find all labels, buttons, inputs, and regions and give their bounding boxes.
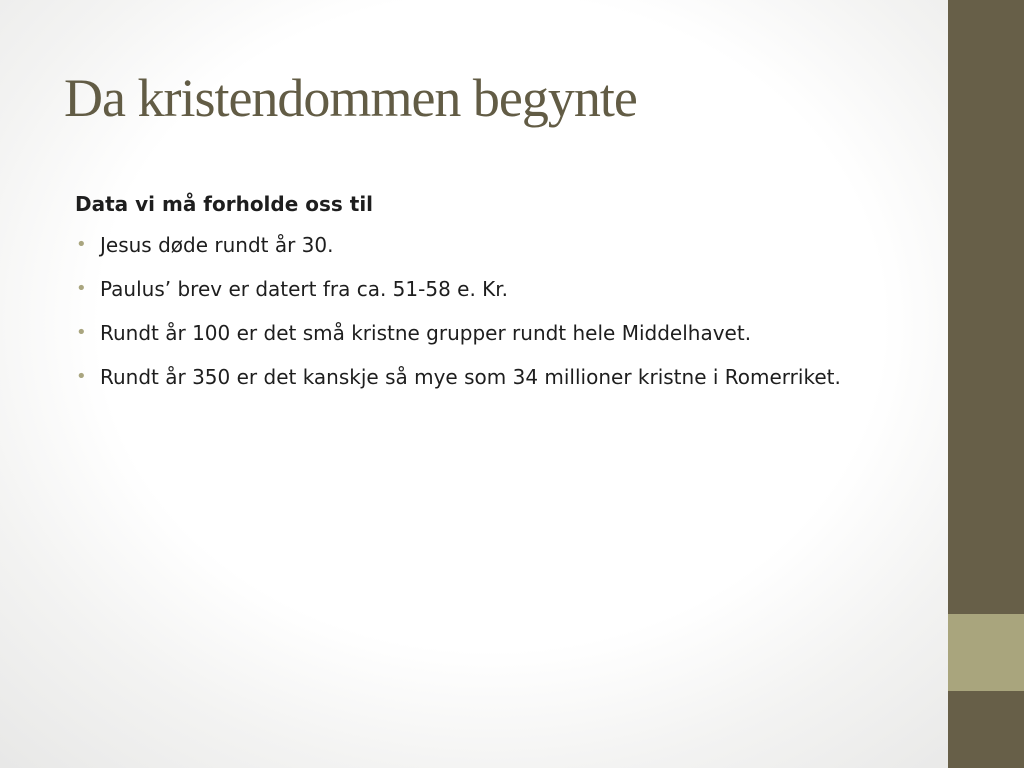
bullet-icon: • <box>76 322 87 343</box>
sidebar-accent-block <box>948 614 1024 691</box>
bullet-text: Jesus døde rundt år 30. <box>100 233 334 257</box>
bullet-icon: • <box>76 278 87 299</box>
bullet-item <box>75 226 905 264</box>
bullet-text: Rundt år 350 er det kanskje så mye som 34 millioner kristne i Romerriket. <box>100 365 841 389</box>
bullet-text: Paulus’ brev er datert fra ca. 51-58 e. Kr. <box>100 277 509 301</box>
bullet-item <box>75 358 905 396</box>
content-heading: Data vi må forholde oss til <box>75 192 374 216</box>
slide-content <box>75 186 905 402</box>
bullet-text: Rundt år 100 er det små kristne grupper rundt hele Middelhavet. <box>100 321 752 345</box>
bullet-icon: • <box>76 234 87 255</box>
bullet-item <box>75 314 905 352</box>
bullet-list <box>75 226 905 396</box>
slide-title: Da kristendommen begynte <box>64 68 637 128</box>
bullet-item <box>75 270 905 308</box>
bullet-icon: • <box>76 366 87 387</box>
